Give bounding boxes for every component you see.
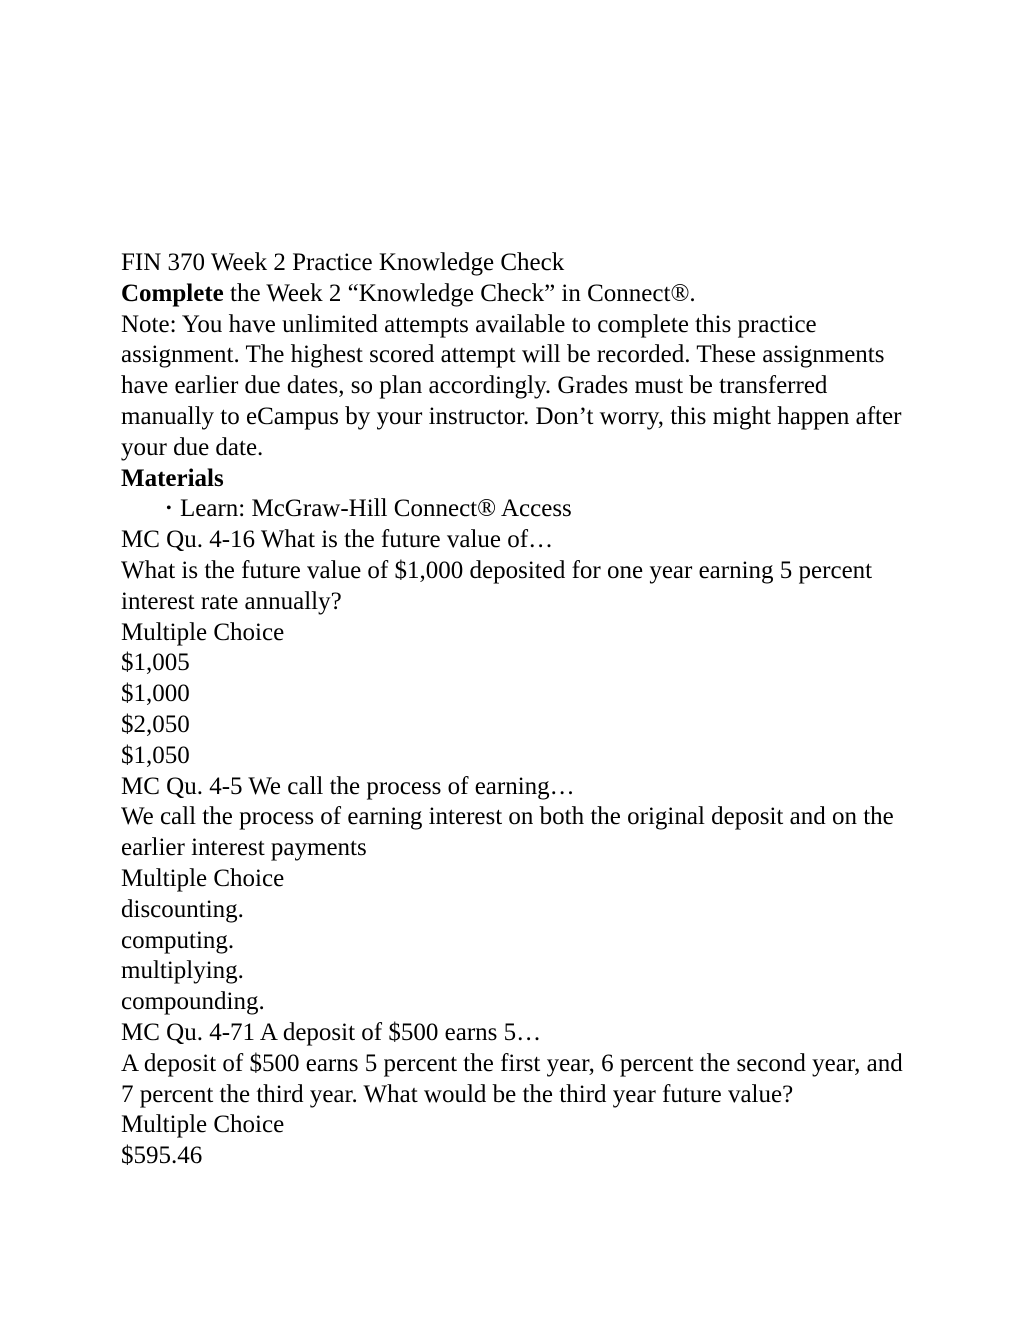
question-block <box>121 1018 921 1172</box>
bullet-icon: • <box>166 500 172 518</box>
answer-option: compounding. <box>121 988 265 1016</box>
question-heading: MC Qu. 4-5 We call the process of earning… <box>121 772 575 800</box>
answer-option: multiplying. <box>121 957 244 985</box>
question-prompt: We call the process of earning interest on both the original deposit and on the earlier interest payments <box>121 803 894 862</box>
note-paragraph: Note: You have unlimited attempts available to complete this practice assignment. The highest scored attempt will be recorded. These assignments have earlier due dates, so plan accordingly. Grades must be transferred manually to eCampus by your instructor. Don’t worry, this might happen after your due date. <box>121 310 902 461</box>
question-type-label: Multiple Choice <box>121 1111 285 1139</box>
list-item <box>149 494 921 525</box>
question-prompt: What is the future value of $1,000 deposited for one year earning 5 percent interest rate annually? <box>121 556 873 615</box>
answer-option: discounting. <box>121 895 244 923</box>
instruction-text: the Week 2 “Knowledge Check” in Connect®. <box>223 279 696 307</box>
answer-option: $1,050 <box>121 741 190 769</box>
question-prompt: A deposit of $500 earns 5 percent the first year, 6 percent the second year, and 7 percent the third year. What would be the third year future value? <box>121 1049 903 1108</box>
material-item-label: Learn: McGraw-Hill Connect® Access <box>180 495 572 523</box>
question-type-label: Multiple Choice <box>121 618 285 646</box>
answer-option: $595.46 <box>121 1142 203 1170</box>
question-heading: MC Qu. 4-71 A deposit of $500 earns 5… <box>121 1018 542 1046</box>
question-block <box>121 525 921 771</box>
document-body <box>121 248 921 1172</box>
answer-option: $1,000 <box>121 680 190 708</box>
instruction-line <box>121 279 921 310</box>
answer-option: $1,005 <box>121 649 190 677</box>
question-heading: MC Qu. 4-16 What is the future value of… <box>121 526 554 554</box>
answer-option: computing. <box>121 926 235 954</box>
materials-heading: Materials <box>121 464 224 492</box>
answer-option: $2,050 <box>121 710 190 738</box>
document-title: FIN 370 Week 2 Practice Knowledge Check <box>121 249 565 276</box>
materials-list <box>121 494 921 525</box>
instruction-bold-word: Complete <box>121 279 224 307</box>
question-block <box>121 772 921 1018</box>
question-type-label: Multiple Choice <box>121 864 285 892</box>
